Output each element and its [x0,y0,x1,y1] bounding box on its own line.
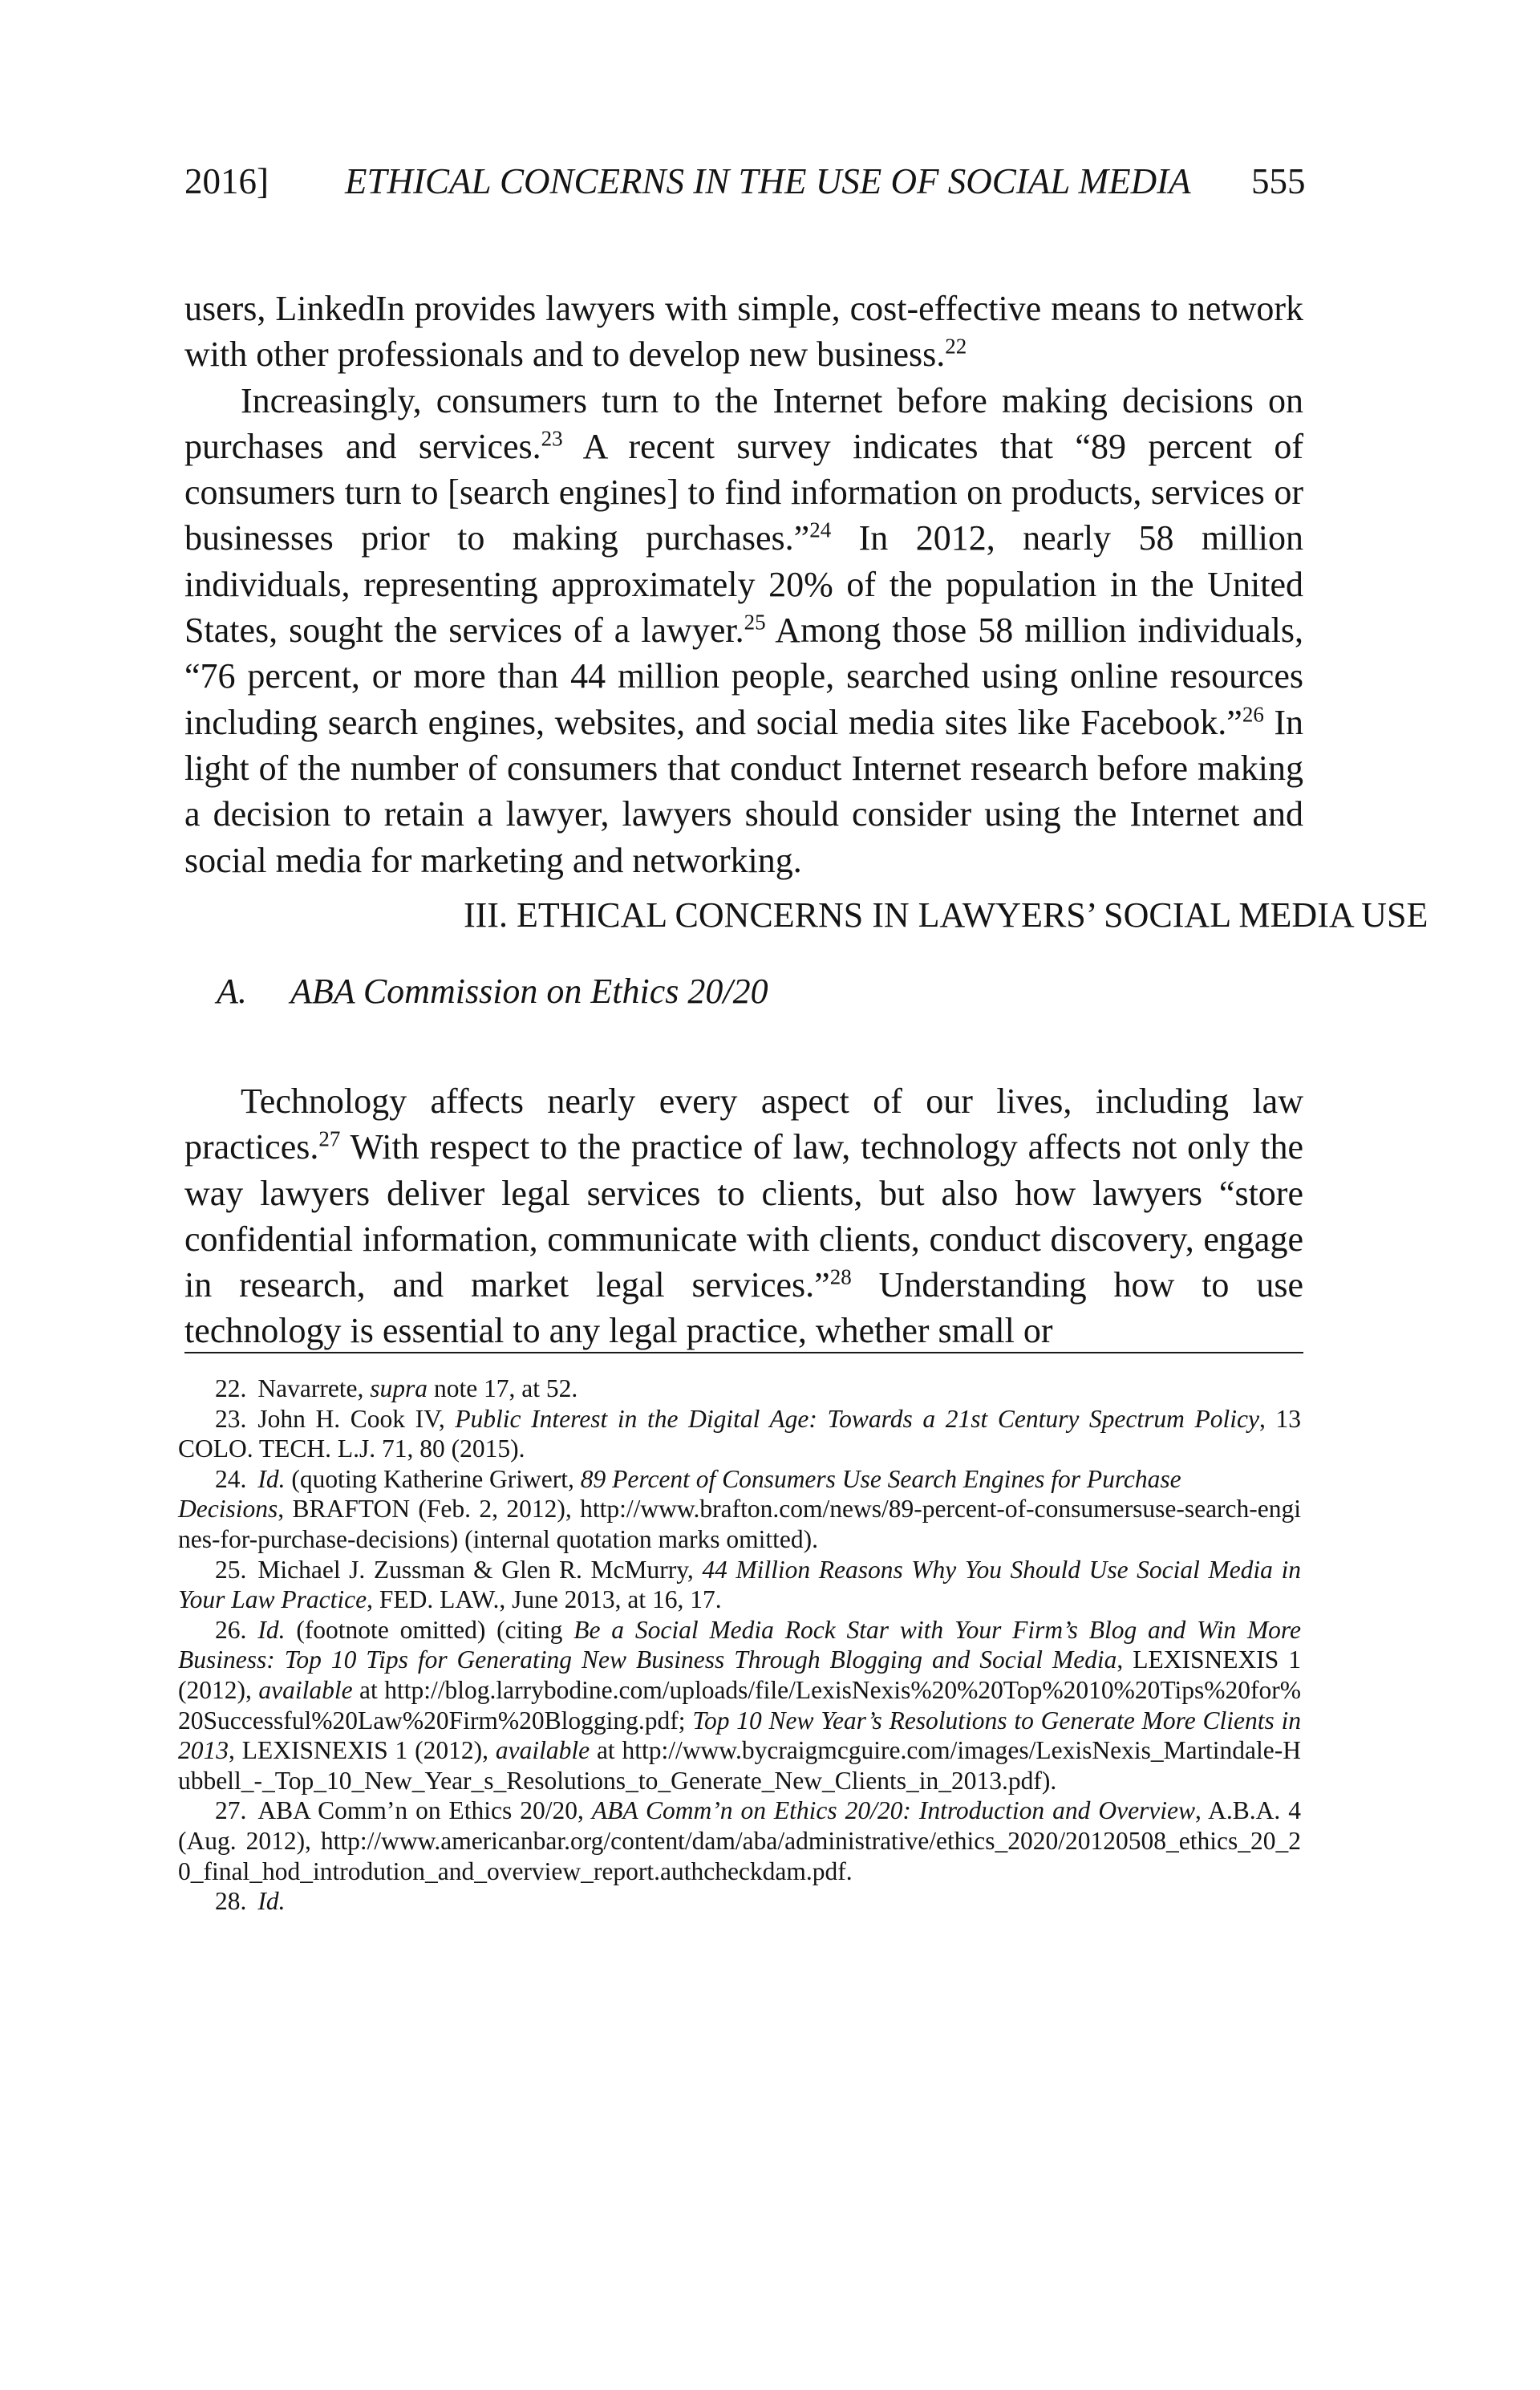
footnote-number: 28. [215,1887,247,1916]
body-text-top [184,286,1303,883]
body-text-bottom [184,1043,1303,1390]
footnote-italic: Id. [257,1464,286,1493]
footnote-italic: ABA Comm’n on Ethics 20/20: Introduction and Overview [591,1796,1196,1825]
footnote-italic: Decisions [178,1495,278,1524]
footnote-italic: Id. [257,1887,286,1916]
footnote-24-continued [178,1494,1301,1554]
footnote-ref-26: 26 [1242,702,1264,727]
footnote-number: 22. [215,1374,247,1402]
footnote-22 [178,1374,1301,1404]
section-heading: III. ETHICAL CONCERNS IN LAWYERS’ SOCIAL MEDIA USE [464,895,1429,935]
footnote-23 [178,1404,1301,1464]
footnote-text: at http://blog.larrybodine.com/uploads/file/LexisNexis%20%20Top%2010%20Tips%20for%20Successful%20Law%20Firm%20Blogging.pdf; [178,1675,1301,1735]
footnote-ref-22: 22 [945,334,967,359]
paragraph-2-text-c: In 2012, nearly 58 million individuals, representing approximately 20% of the population in the United States, sought the services of a lawyer. [184,518,1303,651]
footnote-italic: available [495,1736,590,1765]
paragraph-3-text-a: Technology affects nearly every aspect of our lives, including law practices. [184,1081,1303,1167]
footnote-26 [178,1615,1301,1796]
footnote-ref-24: 24 [809,517,832,542]
paragraph-2 [184,378,1303,883]
subsection-letter: A. [217,972,247,1011]
footnote-text: at http://www.bycraigmcguire.com/images/LexisNexis_Martindale-Hubbell_-_Top_10_New_Year_s_Resolutions_to_Generate_New_Clients_in_2013.pdf). [178,1736,1302,1795]
running-header-year: 2016] [184,161,269,201]
footnote-text: Michael J. Zussman & Glen R. McMurry, [257,1555,703,1584]
footnote-text: , FED. LAW., June 2013, at 16, 17. [367,1585,722,1614]
subsection-title: ABA Commission on Ethics 20/20 [290,972,768,1011]
footnote-text: (footnote omitted) (citing [285,1615,574,1644]
footnote-divider [184,1352,1303,1353]
footnote-italic: available [258,1675,353,1704]
footnote-27 [178,1796,1301,1886]
footnote-italic: Id. [257,1615,286,1644]
footnote-number: 23. [215,1404,247,1433]
footnote-text: , BRAFTON (Feb. 2, 2012), http://www.brafton.com/news/89-percent-of-consumersuse-search-engines-for-purchase-decisions) (internal quotation marks omitted). [178,1495,1301,1553]
paragraph-2-text-d: Among those 58 million individuals, “76 percent, or more than 44 million people, searched using online resources including search engines, websites, and social media sites like Facebook.” [184,611,1303,742]
footnote-text: , LEXISNEXIS 1 (2012), [229,1736,496,1765]
footnote-number: 25. [215,1555,247,1584]
footnotes [178,1374,1301,1917]
paragraph-1-text: users, LinkedIn provides lawyers with simple, cost-effective means to network with other professionals and to develop new business. [184,289,1303,375]
footnote-italic: 44 Million Reasons Why You Should Use Social Media in Your Law Practice [178,1555,1301,1614]
footnote-italic: Be a Social Media Rock Star with Your Firm’s Blog and Win More Business: Top 10 Tips for Generating New Business Through Blogging and Social Media [178,1615,1301,1674]
footnote-italic: Public Interest in the Digital Age: Towards a 21st Century Spectrum Policy [455,1404,1259,1433]
paragraph-2-text-a: Increasingly, consumers turn to the Internet before making decisions on purchases and services. [184,380,1303,466]
footnote-text: ABA Comm’n on Ethics 20/20, [257,1796,592,1825]
footnote-ref-25: 25 [744,610,766,635]
footnote-text: John H. Cook IV, [257,1404,456,1433]
paragraph-1 [184,286,1303,378]
footnote-text: (quoting Katherine Griwert, [285,1464,581,1493]
footnote-text: Navarrete, [257,1374,371,1402]
footnote-text: , LEXISNEXIS 1 (2012), [178,1645,1301,1704]
running-header-title: ETHICAL CONCERNS IN THE USE OF SOCIAL MEDIA [345,161,1191,201]
paragraph-3 [184,1078,1303,1354]
footnote-number: 27. [215,1796,247,1825]
footnote-ref-28: 28 [829,1264,852,1289]
footnote-italic: 89 Percent of Consumers Use Search Engines for Purchase [580,1464,1181,1493]
footnote-number: 26. [215,1615,247,1644]
footnote-text: , 13 COLO. TECH. L.J. 71, 80 (2015). [178,1404,1301,1463]
paragraph-3-text-b: With respect to the practice of law, technology affects not only the way lawyers deliver legal services to clients, but also how lawyers “store confidential information, communicate with clients, conduct discovery, engage in research, and market legal services.” [184,1127,1303,1305]
footnote-italic: Top 10 New Year’s Resolutions to Generate More Clients in 2013 [178,1706,1301,1765]
footnote-number: 24. [215,1464,247,1493]
paragraph-2-text-b: A recent survey indicates that “89 percent of consumers turn to [search engines] to find information on products, services or businesses prior to making purchases.” [184,426,1303,558]
footnote-ref-23: 23 [541,426,563,451]
page-number: 555 [1251,161,1306,201]
footnote-25 [178,1555,1301,1615]
footnote-24 [178,1464,1301,1495]
paragraph-2-text-e: In light of the number of consumers that conduct Internet research before making a decision to retain a lawyer, lawyers should consider using the Internet and social media for marketing and networking. [184,702,1304,880]
footnote-text: , A.B.A. 4 (Aug. 2012), http://www.americanbar.org/content/dam/aba/administrative/ethics_2020/20120508_ethics_20_20_final_hod_introdution_and_overview_report.authcheckdam.pdf. [178,1796,1301,1885]
footnote-text: note 17, at 52. [428,1374,578,1402]
footnote-ref-27: 27 [318,1126,341,1151]
footnote-28 [178,1886,1301,1917]
footnote-italic: supra [370,1374,428,1402]
paragraph-3-text-c: Understanding how to use technology is essential to any legal practice, whether small or [184,1265,1303,1351]
